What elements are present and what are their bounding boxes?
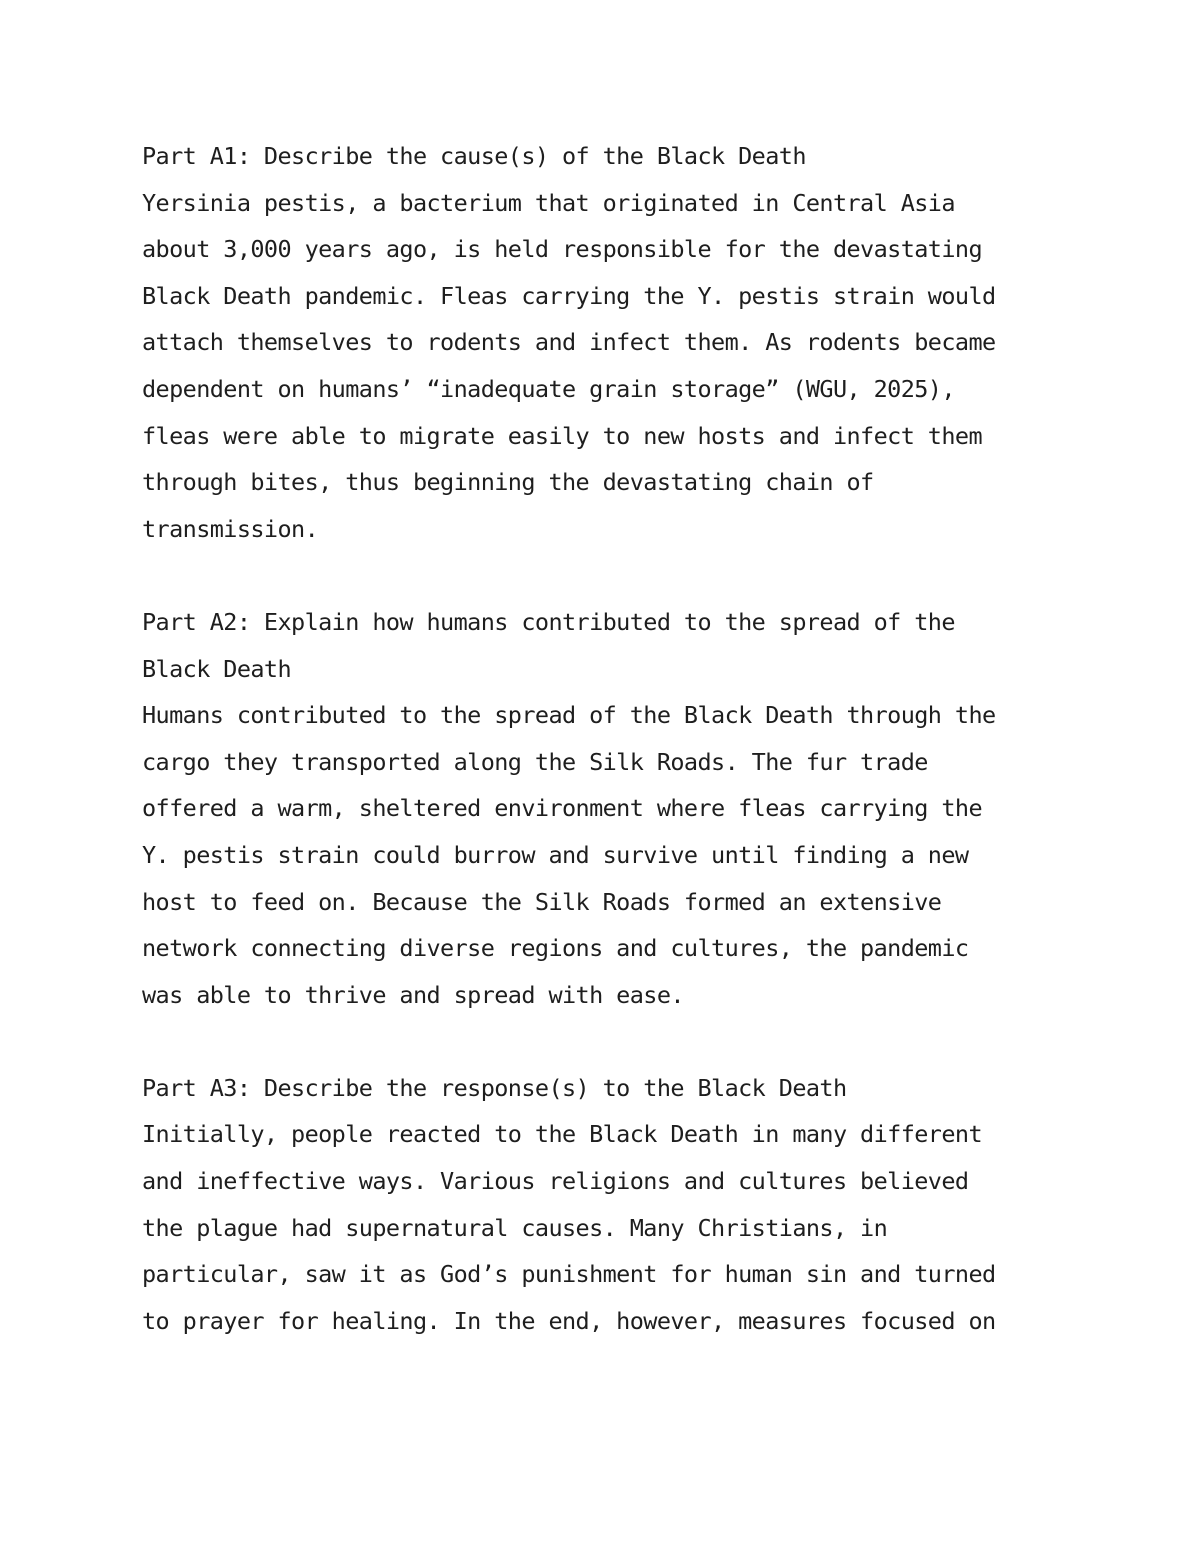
body-line: offered a warm, sheltered environment where fleas carrying the <box>142 794 982 823</box>
document-body <box>142 133 1082 1344</box>
section-heading: Black Death <box>142 654 292 683</box>
body-line: dependent on humans’ “inadequate grain storage” (WGU, 2025), <box>142 374 955 403</box>
body-line: was able to thrive and spread with ease. <box>142 980 684 1009</box>
body-line: Black Death pandemic. Fleas carrying the Y. pestis strain would <box>142 281 996 310</box>
section-heading: Part A2: Explain how humans contributed to the spread of the <box>142 607 955 636</box>
body-line: Humans contributed to the spread of the Black Death through the <box>142 701 996 730</box>
section-part-a2 <box>142 599 1082 1018</box>
section-part-a3 <box>142 1065 1082 1345</box>
body-line: Initially, people reacted to the Black Death in many different <box>142 1120 982 1149</box>
body-line: network connecting diverse regions and cultures, the pandemic <box>142 934 969 963</box>
section-heading: Part A1: Describe the cause(s) of the Black Death <box>142 142 806 170</box>
body-line: the plague had supernatural causes. Many Christians, in <box>142 1213 888 1242</box>
body-line: through bites, thus beginning the devastating chain of <box>142 468 874 497</box>
body-line: and ineffective ways. Various religions and cultures believed <box>142 1167 969 1196</box>
body-line: to prayer for healing. In the end, however, measures focused on <box>142 1306 996 1335</box>
body-line: cargo they transported along the Silk Roads. The fur trade <box>142 747 928 776</box>
body-line: fleas were able to migrate easily to new hosts and infect them <box>142 421 982 450</box>
body-line: attach themselves to rodents and infect them. As rodents became <box>142 328 996 357</box>
body-line: about 3,000 years ago, is held responsible for the devastating <box>142 235 982 264</box>
body-line: host to feed on. Because the Silk Roads formed an extensive <box>142 887 942 916</box>
body-line: Y. pestis strain could burrow and survive until finding a new <box>142 840 969 869</box>
section-part-a1 <box>142 133 1082 552</box>
body-line: transmission. <box>142 514 319 543</box>
body-line: Yersinia pestis, a bacterium that originated in Central Asia <box>142 188 955 217</box>
body-line: particular, saw it as God’s punishment for human sin and turned <box>142 1260 996 1289</box>
section-heading: Part A3: Describe the response(s) to the Black Death <box>142 1073 847 1102</box>
